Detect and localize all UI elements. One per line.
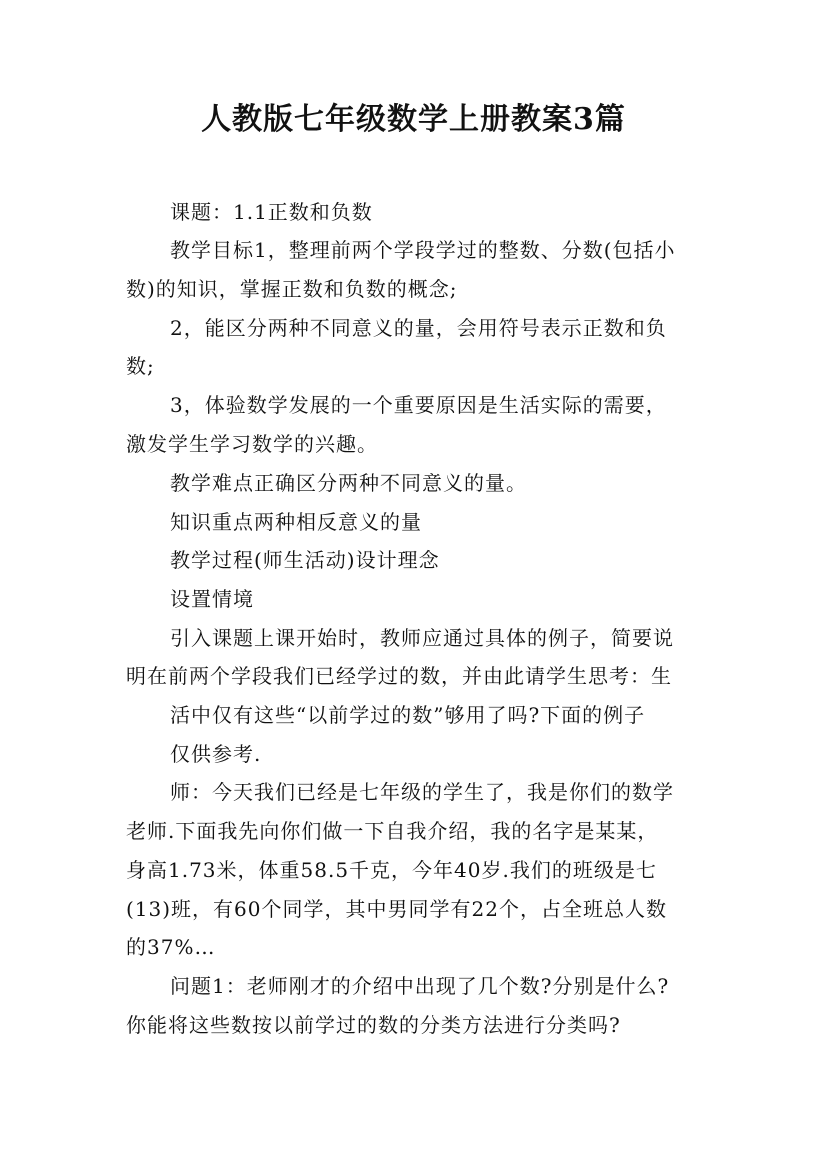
body-line: 师：今天我们已经是七年级的学生了，我是你们的数学 xyxy=(170,780,674,804)
body-line: (13)班，有60个同学，其中男同学有22个，占全班总人数 xyxy=(126,897,667,921)
body-line: 课题：1.1正数和负数 xyxy=(170,200,373,224)
body-line: 数)的知识，掌握正数和负数的概念; xyxy=(126,277,458,301)
body-line: 激发学生学习数学的兴趣。 xyxy=(126,432,378,456)
body-line: 引入课题上课开始时，教师应通过具体的例子，简要说 xyxy=(170,626,674,650)
body-line: 身高1.73米，体重58.5千克，今年40岁.我们的班级是七 xyxy=(126,858,657,882)
document-title: 人教版七年级数学上册教案3篇 xyxy=(201,102,626,137)
body-line: 设置情境 xyxy=(170,587,254,611)
body-line: 教学目标1，整理前两个学段学过的整数、分数(包括小 xyxy=(170,238,676,262)
body-line: 3，体验数学发展的一个重要原因是生活实际的需要， xyxy=(170,393,667,417)
body-line: 教学过程(师生活动)设计理念 xyxy=(170,548,440,572)
body-line: 2，能区分两种不同意义的量，会用符号表示正数和负 xyxy=(170,316,667,340)
body-line: 知识重点两种相反意义的量 xyxy=(170,510,422,534)
body-line: 你能将这些数按以前学过的数的分类方法进行分类吗? xyxy=(126,1013,621,1037)
body-line: 问题1：老师刚才的介绍中出现了几个数?分别是什么? xyxy=(170,974,670,998)
body-line: 活中仅有这些“以前学过的数”够用了吗?下面的例子 xyxy=(170,703,646,727)
body-line: 教学难点正确区分两种不同意义的量。 xyxy=(170,471,527,495)
body-line: 仅供参考. xyxy=(170,742,262,766)
body-line: 明在前两个学段我们已经学过的数，并由此请学生思考：生 xyxy=(126,664,672,688)
body-line: 老师.下面我先向你们做一下自我介绍，我的名字是某某， xyxy=(126,819,659,843)
body-line: 数; xyxy=(126,354,155,378)
body-line: 的37%… xyxy=(126,935,216,959)
